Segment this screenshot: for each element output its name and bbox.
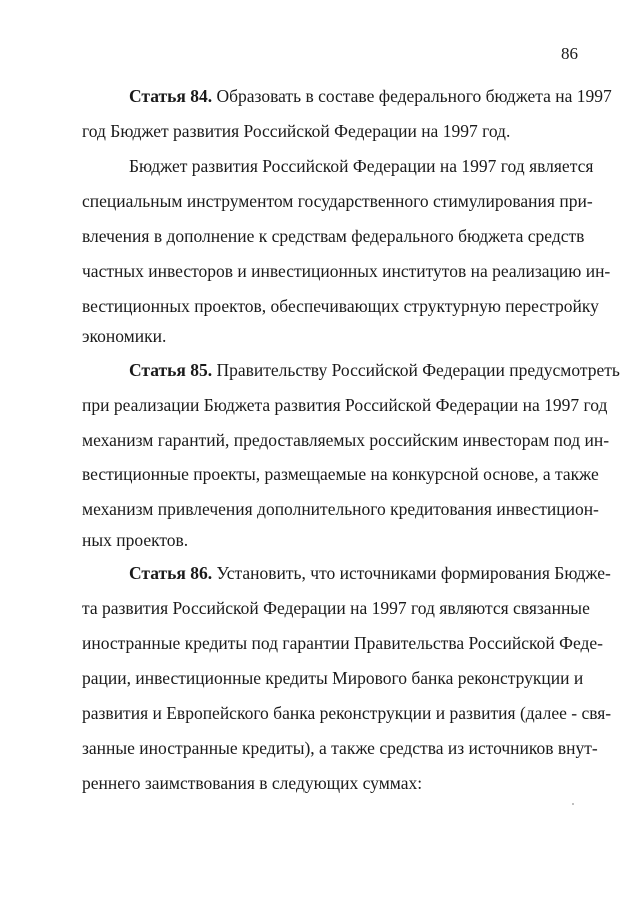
article-86-line-6: занные иностранные кредиты), а также средства из источников внут- <box>82 738 598 758</box>
article-86-heading: Статья 86. <box>129 563 213 583</box>
budget-paragraph-line-5: вестиционных проектов, обеспечивающих структурную перестройку <box>82 296 599 316</box>
article-84-line-1 <box>129 86 612 106</box>
article-86-line-7: реннего заимствования в следующих суммах: <box>82 773 423 793</box>
article-85-text-1: Правительству Российской Федерации предусмотреть <box>216 360 620 380</box>
article-86-line-3: иностранные кредиты под гарантии Правительства Российской Феде- <box>82 633 603 653</box>
budget-paragraph-line-2: специальным инструментом государственного стимулирования при- <box>82 191 593 211</box>
budget-paragraph-line-6: экономики. <box>82 326 167 346</box>
article-84-text-1: Образовать в составе федерального бюджета на 1997 <box>216 86 612 106</box>
budget-paragraph-line-3: влечения в дополнение к средствам федерального бюджета средств <box>82 226 585 246</box>
article-85-line-3: механизм гарантий, предоставляемых российским инвесторам под ин- <box>82 430 610 450</box>
budget-paragraph-line-4: частных инвесторов и инвестиционных институтов на реализацию ин- <box>82 261 611 281</box>
article-85-line-6: ных проектов. <box>82 530 189 550</box>
article-85-line-4: вестиционные проекты, размещаемые на конкурсной основе, а также <box>82 464 599 484</box>
article-85-line-5: механизм привлечения дополнительного кредитования инвестицион- <box>82 499 599 519</box>
article-86-line-5: развития и Европейского банка реконструкции и развития (далее - свя- <box>82 703 612 723</box>
article-84-heading: Статья 84. <box>129 86 213 106</box>
article-86-line-2: та развития Российской Федерации на 1997 год являются связанные <box>82 598 590 618</box>
article-86-line-1 <box>129 563 611 583</box>
article-86-text-1: Установить, что источниками формирования Бюдже- <box>216 563 611 583</box>
budget-paragraph-line-1: Бюджет развития Российской Федерации на 1997 год является <box>129 156 594 176</box>
article-85-heading: Статья 85. <box>129 360 213 380</box>
article-85-line-2: при реализации Бюджета развития Российской Федерации на 1997 год <box>82 395 608 415</box>
scan-speck <box>572 803 574 805</box>
article-84-line-2: год Бюджет развития Российской Федерации на 1997 год. <box>82 121 511 141</box>
article-85-line-1 <box>129 360 620 380</box>
page-number: 86 <box>561 44 578 63</box>
article-86-line-4: рации, инвестиционные кредиты Мирового банка реконструкции и <box>82 668 584 688</box>
